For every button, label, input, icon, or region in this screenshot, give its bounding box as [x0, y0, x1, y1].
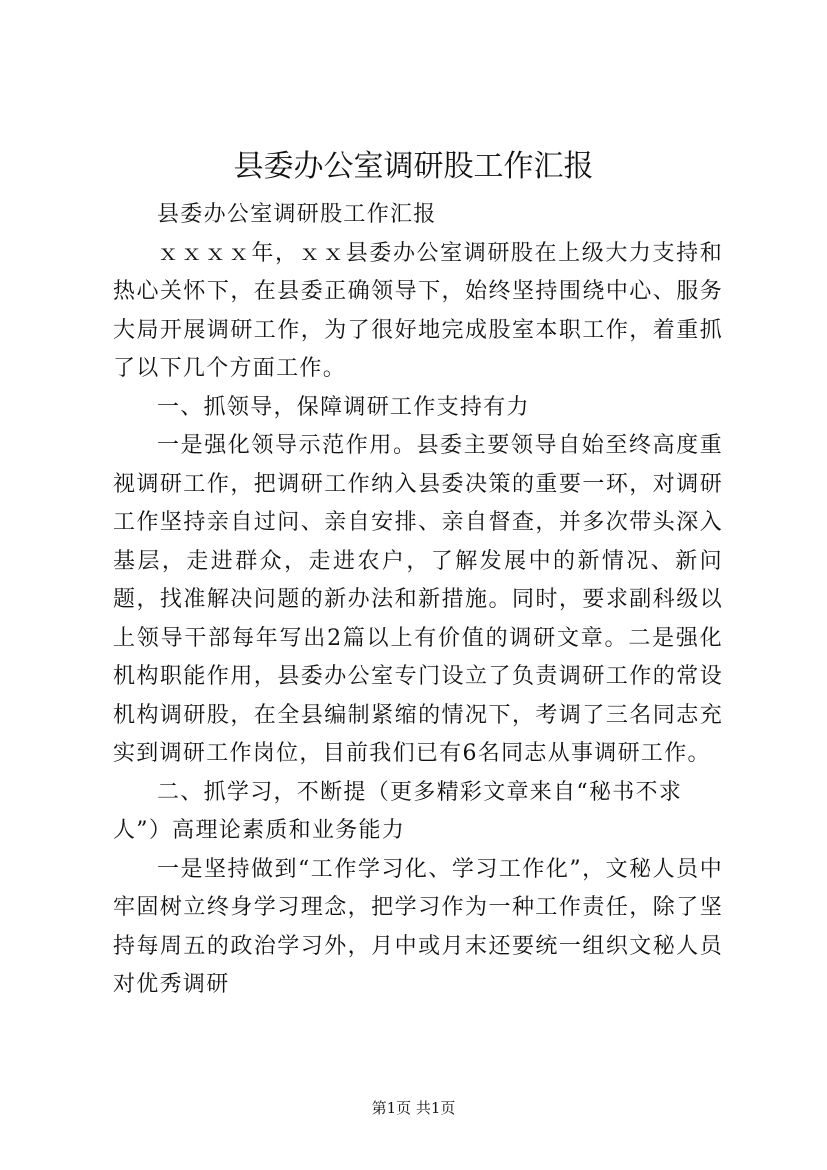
- page-number-label: 第1页 共1页: [371, 1099, 456, 1117]
- document-title: 县委办公室调研股工作汇报: [233, 149, 594, 184]
- paragraph-subtitle: 县委办公室调研股工作汇报: [157, 202, 437, 227]
- section-heading-1: 一、抓领导，保障调研工作支持有力: [157, 394, 530, 420]
- paragraph-intro: ｘｘｘｘ年，ｘｘ县委办公室调研股在上级大力支持和热心关怀下，在县委正确领导下，始终坚持围绕中心、服务大局开展调研工作，为了很好地完成股室本职工作，着重抓了以下几个方面工作。: [113, 240, 723, 381]
- section-heading-2: 二、抓学习，不断提（更多精彩文章来自“秘书不求人”）高理论素质和业务能力: [113, 779, 683, 843]
- paragraph-section-1: 一是强化领导示范作用。县委主要领导自始至终高度重视调研工作，把调研工作纳入县委决策的重要一环，对调研工作坚持亲自过问、亲自安排、亲自督查，并多次带头深入基层，走进群众，走进农户，了解发展中的新情况、新问题，找准解决问题的新办法和新措施。同时，要求副科级以上领导干部每年写出2篇以上有价值的调研文章。二是强化机构职能作用，县委办公室专门设立了负责调研工作的常设机构调研股，在全县编制紧缩的情况下，考调了三名同志充实到调研工作岗位，目前我们已有6名同志从事调研工作。: [113, 433, 723, 766]
- paragraph-section-2: 一是坚持做到“工作学习化、学习工作化”，文秘人员中牢固树立终身学习理念，把学习作为一种工作责任，除了坚持每周五的政治学习外，月中或月末还要统一组织文秘人员对优秀调研: [113, 856, 723, 997]
- page-footer: [0, 1097, 827, 1119]
- document-body: [113, 196, 723, 1005]
